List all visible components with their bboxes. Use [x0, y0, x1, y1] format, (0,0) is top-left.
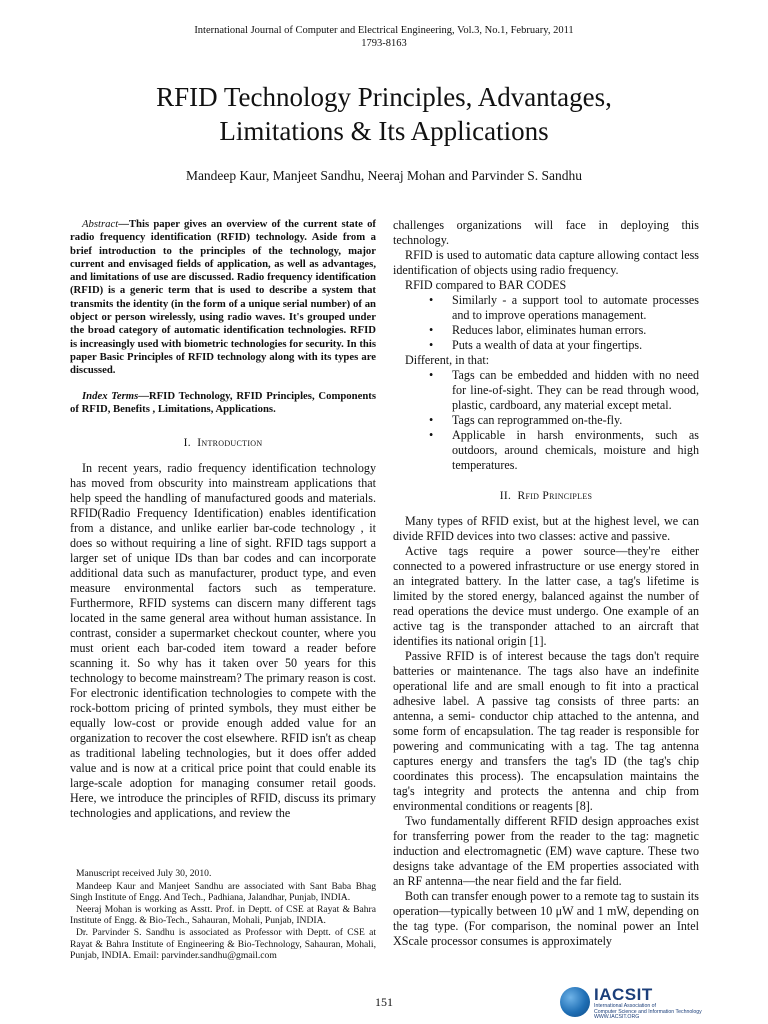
logo-url: WWW.IACSIT.ORG: [594, 1014, 640, 1021]
logo-brand: IACSIT: [594, 985, 653, 1004]
footnote-affiliation-1: Mandeep Kaur and Manjeet Sandhu are associated with Sant Baba Bhag Singh Institute of Engg. And Tech., Padhiana, Jalandhar, Punjab, INDIA.: [70, 880, 376, 904]
page-number: 151: [375, 995, 393, 1009]
section-number: I.: [183, 437, 191, 450]
footnote-received: Manuscript received July 30, 2010.: [76, 868, 212, 879]
footnotes: [70, 868, 376, 962]
logo-tagline-1: International Association of: [594, 1003, 657, 1009]
principles-paragraph: Passive RFID is of interest because the tags don't require batteries or maintenance. The tags also have an indefinite operational life and are small enough to fit into a practical adhesive label. A passive tag consists of three parts: an antenna, a semi- conductor chip attached to the antenna, and some form of encapsulation. The tag reader is responsible for powering and communicating with a tag. The tag antenna captures energy and transfers the tag's ID (the tag's chip coordinates this process). The encapsulation maintains the tag's integrity and protects the antenna and chip from environmental conditions or reagents [8].: [393, 649, 699, 813]
differences-list: [393, 368, 699, 473]
principles-paragraph: Two fundamentally different RFID design approaches exist for transferring power from the reader to the tag: magnetic induction and electromagnetic (EM) wave capture. These two designs take advantage of the EM properties associated with an RF antenna—the near field and the far field.: [393, 814, 699, 888]
section-heading-rfid-principles: [393, 489, 699, 504]
differences-heading: Different, in that:: [405, 353, 490, 367]
principles-paragraph: Active tags require a power source—they're either connected to a powered infrastructure or use energy stored in an integrated battery. In the latter case, a tag's lifetime is limited by the stored energy, balanced against the number of read operations the device must undergo. One example of an active tag is the transponder attached to an aircraft that identifies its national origin [1].: [393, 544, 699, 648]
abstract: [70, 218, 376, 378]
abstract-lead: Abstract: [82, 218, 119, 230]
list-item: • Applicable in harsh environments, such as outdoors, around chemicals, moisture and high temperatures.: [393, 428, 699, 473]
rfid-compared-heading: RFID compared to BAR CODES: [405, 278, 567, 292]
journal-header: [0, 24, 768, 50]
footnote-affiliation-3: Dr. Parvinder S. Sandhu is associated as Professor with Deptt. of CSE at Rayat & Bahra Institute of Engineering & Bio-Technology, Sahauran, Mohali, Punjab, INDIA. Email: parvinder.sandhu@gmail.com: [70, 926, 376, 962]
section-title: Rfid Principles: [517, 490, 593, 502]
abstract-text: —This paper gives an overview of the current state of radio frequency identification (RFID) technology. Aside from a brief introduction to the principles of the technology, major current and envisaged fields of application, as well as advantages, and limitations of use are discussed. Radio frequency identification (RFID) is a generic term that is used to describe a system that transmits the identity (in the form of a unique serial number) of an object or person wirelessly, using radio waves. It's grouped under the broad category of automatic identification technologies. RFID is increasingly used with biometric technologies for security. In this paper Basic Principles of RFID technology along with its types are discussed.: [70, 218, 376, 377]
principles-paragraph: Both can transfer enough power to a remote tag to sustain its operation—typically between 10 μW and 1 mW, depending on the tag type. (For comparison, the nominal power an Intel XScale processor consumes is approximately: [393, 889, 699, 948]
author-list: Mandeep Kaur, Manjeet Sandhu, Neeraj Mohan and Parvinder S. Sandhu: [185, 168, 583, 183]
list-item: • Tags can be embedded and hidden with no need for line-of-sight. They can be read through wood, plastic, cardboard, any material except metal.: [393, 368, 699, 413]
intro-paragraph: In recent years, radio frequency identification technology has moved from obscurity into mainstream applications that help speed the handling of manufactured goods and materials. RFID(Radio Frequency Identification) enables identification from a distance, and unlike earlier bar-code technology , it does so without requiring a line of sight. RFID tags support a larger set of unique IDs than bar codes and can incorporate additional data such as manufacturer, product type, and even measure environmental factors such as temperature. Furthermore, RFID systems can discern many different tags located in the same general area without human assistance. In contrast, consider a supermarket checkout counter, where you must orient each bar-coded item toward a reader before scanning it. So why has it taken over 50 years for this technology to become mainstream? The primary reason is cost. For electronic identification technologies to compete with the rock-bottom pricing of printed symbols, they must either be equally low-cost or provide enough added value for an organization to recover the cost elsewhere. RFID isn't as cheap as traditional labeling technologies, but it does offer added value and is now at a critical price point that could enable its large-scale adoption for managing consumer retail goods. Here, we introduce the principles of RFID, discuss its primary technologies and applications, and review the: [70, 461, 376, 821]
title-line-2: Limitations & Its Applications: [219, 116, 549, 146]
index-terms: [70, 390, 376, 417]
iacsit-logo: [560, 985, 730, 1019]
globe-icon: [560, 987, 590, 1017]
logo-tagline-2: Computer Science and Information Technology: [594, 1008, 702, 1015]
logo-tagline: [594, 1004, 734, 1021]
journal-issn: 1793-8163: [361, 38, 407, 49]
list-item: • Similarly - a support tool to automate processes and to improve operations management.: [393, 293, 699, 323]
section-heading-introduction: [70, 436, 376, 451]
list-item: • Puts a wealth of data at your fingertips.: [393, 338, 699, 353]
section-number: II.: [499, 490, 512, 502]
list-item: • Tags can reprogrammed on-the-fly.: [393, 413, 699, 428]
principles-paragraph: Many types of RFID exist, but at the highest level, we can divide RFID devices into two classes: active and passive.: [393, 514, 699, 543]
left-column: [70, 218, 376, 821]
similarities-list: [393, 293, 699, 353]
index-terms-text: —RFID Technology, RFID Principles, Components of RFID, Benefits , Limitations, Applications.: [70, 389, 376, 415]
right-column: [393, 218, 699, 949]
title-line-1: RFID Technology Principles, Advantages,: [156, 82, 612, 112]
footnote-affiliation-2: Neeraj Mohan is working as Asstt. Prof. in Deptt. of CSE at Rayat & Bahra Institute of Engg. & Bio-Tech., Sahauran, Mohali, Punjab, INDIA.: [70, 903, 376, 927]
paper-title: [0, 80, 768, 148]
list-item: • Reduces labor, eliminates human errors.: [393, 323, 699, 338]
intro-continuation: challenges organizations will face in deploying this technology.: [393, 218, 699, 247]
rfid-used-paragraph: RFID is used to automatic data capture allowing contact less identification of objects using radio frequency.: [393, 248, 699, 277]
index-terms-lead: Index Terms: [82, 389, 139, 402]
journal-citation: International Journal of Computer and Electrical Engineering, Vol.3, No.1, February, 2011: [194, 25, 574, 36]
section-title: Introduction: [197, 437, 263, 450]
